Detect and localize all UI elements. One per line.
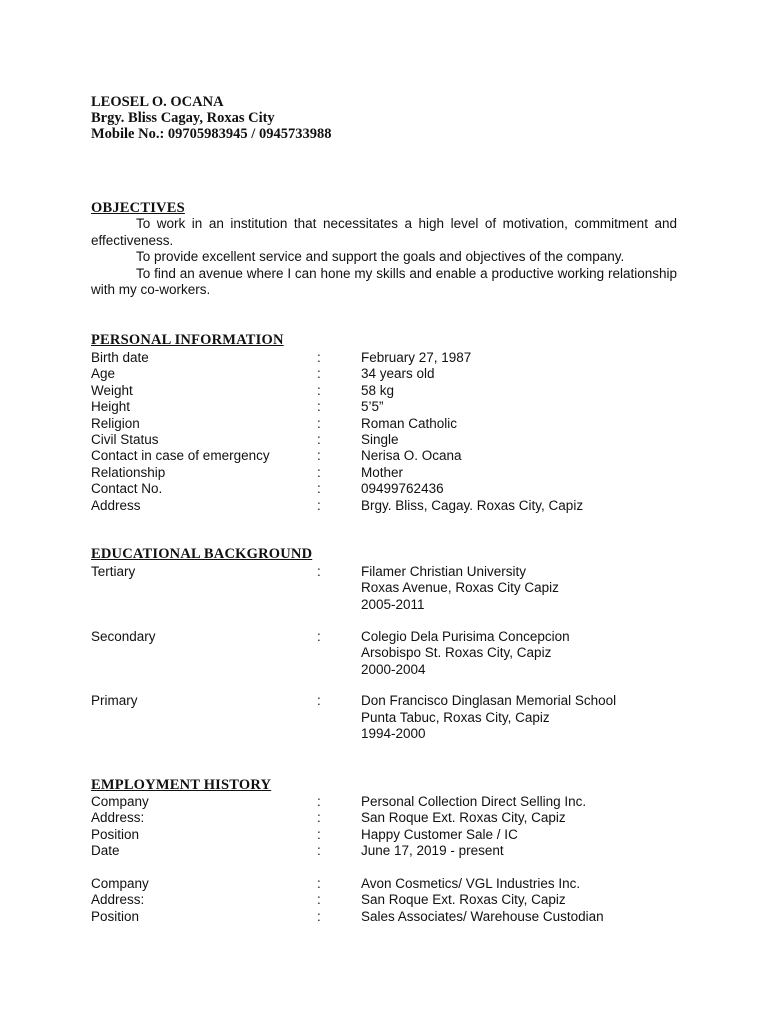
info-colon: : bbox=[317, 464, 321, 480]
employment-row bbox=[91, 843, 691, 859]
employment-colon: : bbox=[317, 892, 321, 908]
objectives-title: OBJECTIVES bbox=[91, 200, 185, 216]
info-colon: : bbox=[317, 350, 321, 365]
info-label: Weight bbox=[91, 382, 133, 398]
employment-colon: : bbox=[317, 826, 321, 842]
education-colon: : bbox=[317, 564, 321, 579]
employment-label: Company bbox=[91, 794, 149, 809]
school-name: Colegio Dela Purisima Concepcion bbox=[361, 628, 570, 644]
info-label: Contact in case of emergency bbox=[91, 448, 270, 464]
school-years: 1994-2000 bbox=[361, 726, 426, 742]
info-row bbox=[91, 350, 691, 366]
school-address: Arsobispo St. Roxas City, Capiz bbox=[361, 645, 552, 661]
info-value: 5’5” bbox=[361, 399, 384, 415]
employment-value: Sales Associates/ Warehouse Custodian bbox=[361, 908, 604, 924]
info-label: Civil Status bbox=[91, 432, 159, 448]
employment-colon: : bbox=[317, 794, 321, 809]
school-years: 2000-2004 bbox=[361, 661, 426, 677]
info-label: Religion bbox=[91, 415, 140, 431]
applicant-address: Brgy. Bliss Cagay, Roxas City bbox=[91, 110, 275, 126]
employment-label: Position bbox=[91, 908, 140, 924]
education-row bbox=[91, 693, 691, 742]
objective-item: To work in an institution that necessitates a high level of motivation, commitment and effectiveness. bbox=[91, 216, 677, 248]
employment-colon: : bbox=[317, 908, 321, 924]
personal-info-table bbox=[91, 350, 691, 514]
objectives-list bbox=[91, 216, 677, 299]
personal-info-title: PERSONAL INFORMATION bbox=[91, 332, 284, 348]
info-row bbox=[91, 383, 691, 399]
info-colon: : bbox=[317, 399, 321, 415]
employment-colon: : bbox=[317, 810, 321, 826]
info-row bbox=[91, 399, 691, 415]
employment-value: Personal Collection Direct Selling Inc. bbox=[361, 794, 587, 809]
education-row bbox=[91, 629, 691, 678]
info-value: 09499762436 bbox=[361, 481, 444, 497]
info-colon: : bbox=[317, 382, 321, 398]
education-level: Secondary bbox=[91, 628, 156, 644]
info-colon: : bbox=[317, 497, 321, 513]
employment-label: Position bbox=[91, 826, 140, 842]
info-row bbox=[91, 366, 691, 382]
info-value: 58 kg bbox=[361, 382, 395, 398]
info-label: Age bbox=[91, 366, 116, 382]
employment-row bbox=[91, 810, 691, 826]
school-name: Filamer Christian University bbox=[361, 564, 527, 579]
education-colon: : bbox=[317, 628, 321, 644]
info-label: Address bbox=[91, 497, 141, 513]
education-details bbox=[361, 564, 691, 613]
info-value: Brgy. Bliss, Cagay. Roxas City, Capiz bbox=[361, 497, 584, 513]
info-value: Roman Catholic bbox=[361, 415, 458, 431]
info-row bbox=[91, 481, 691, 497]
info-colon: : bbox=[317, 415, 321, 431]
employment-title: EMPLOYMENT HISTORY bbox=[91, 777, 272, 793]
school-name: Don Francisco Dinglasan Memorial School bbox=[361, 693, 617, 709]
resume-header bbox=[91, 94, 591, 142]
employment-row bbox=[91, 892, 691, 908]
education-details bbox=[361, 693, 691, 742]
info-colon: : bbox=[317, 481, 321, 497]
employment-colon: : bbox=[317, 876, 321, 892]
info-colon: : bbox=[317, 366, 321, 382]
applicant-name: LEOSEL O. OCANA bbox=[91, 94, 224, 110]
employment-row bbox=[91, 876, 691, 892]
info-value: 34 years old bbox=[361, 366, 435, 382]
employment-colon: : bbox=[317, 843, 321, 859]
employment-row bbox=[91, 909, 691, 925]
info-row bbox=[91, 498, 691, 514]
employment-value: Happy Customer Sale / IC bbox=[361, 826, 518, 842]
education-title: EDUCATIONAL BACKGROUND bbox=[91, 546, 313, 562]
info-label: Contact No. bbox=[91, 481, 163, 497]
employment-label: Company bbox=[91, 876, 149, 892]
education-details bbox=[361, 629, 691, 678]
info-row bbox=[91, 416, 691, 432]
employment-label: Address: bbox=[91, 892, 145, 908]
employment-row bbox=[91, 827, 691, 843]
school-years: 2005-2011 bbox=[361, 596, 425, 612]
info-value: Single bbox=[361, 432, 399, 448]
info-value: Mother bbox=[361, 464, 404, 480]
employment-label: Date bbox=[91, 843, 120, 859]
info-value: Nerisa O. Ocana bbox=[361, 448, 462, 464]
info-value: February 27, 1987 bbox=[361, 350, 472, 365]
info-label: Birth date bbox=[91, 350, 149, 365]
education-row bbox=[91, 564, 691, 613]
info-row bbox=[91, 448, 691, 464]
info-label: Height bbox=[91, 399, 131, 415]
objective-item: To provide excellent service and support the goals and objectives of the company. bbox=[136, 249, 625, 264]
info-colon: : bbox=[317, 432, 321, 448]
employment-table bbox=[91, 794, 691, 925]
info-label: Relationship bbox=[91, 464, 166, 480]
applicant-mobile: Mobile No.: 09705983945 / 0945733988 bbox=[91, 126, 332, 142]
employment-row bbox=[91, 794, 691, 810]
employment-value: San Roque Ext. Roxas City, Capiz bbox=[361, 892, 566, 908]
education-table bbox=[91, 564, 691, 758]
school-address: Punta Tabuc, Roxas City, Capiz bbox=[361, 709, 550, 725]
job-spacer bbox=[91, 860, 691, 876]
info-row bbox=[91, 465, 691, 481]
employment-value: San Roque Ext. Roxas City, Capiz bbox=[361, 810, 566, 826]
objective-item: To find an avenue where I can hone my skills and enable a productive working relationship with my co-workers. bbox=[91, 265, 677, 297]
employment-label: Address: bbox=[91, 810, 145, 826]
education-level: Primary bbox=[91, 693, 138, 709]
education-colon: : bbox=[317, 693, 321, 709]
education-level: Tertiary bbox=[91, 564, 136, 579]
school-address: Roxas Avenue, Roxas City Capiz bbox=[361, 580, 559, 596]
employment-value: June 17, 2019 - present bbox=[361, 843, 504, 859]
info-colon: : bbox=[317, 448, 321, 464]
employment-value: Avon Cosmetics/ VGL Industries Inc. bbox=[361, 876, 581, 892]
info-row bbox=[91, 432, 691, 448]
